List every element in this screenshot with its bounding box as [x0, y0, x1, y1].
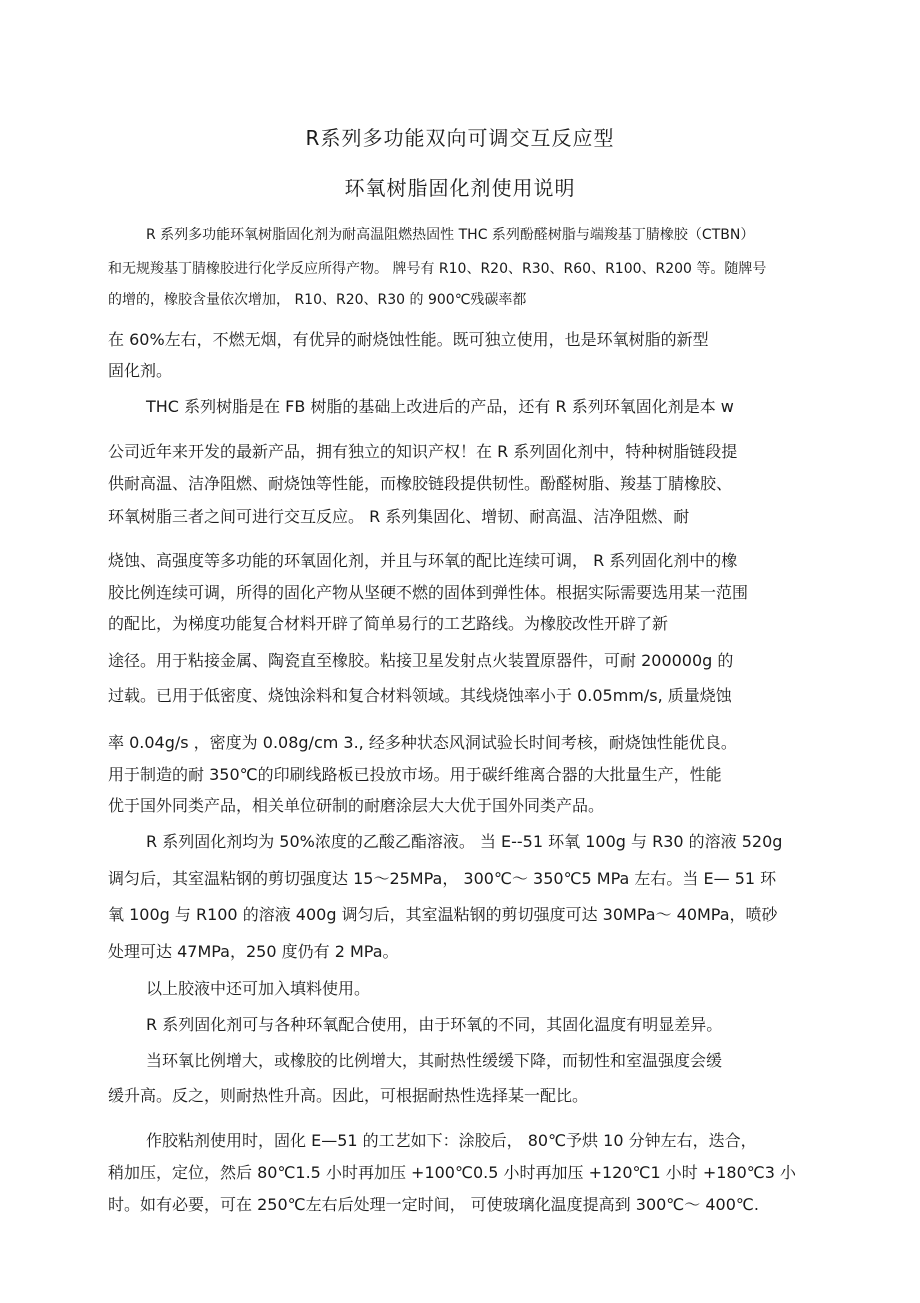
paragraph-line: THC 系列树脂是在 FB 树脂的基础上改进后的产品，还有 R 系列环氧固化剂是本 w — [146, 397, 734, 416]
paragraph-line: 调匀后，其室温粘钢的剪切强度达 15～25MPa， 300℃～ 350℃5 MPa 左右。当 E— 51 环 — [108, 869, 777, 888]
paragraph-line: 的配比，为梯度功能复合材料开辟了简单易行的工艺路线。为橡胶改性开辟了新 — [108, 614, 669, 633]
paragraph-line: 的增的，橡胶含量依次增加， R10、R20、R30 的 900℃残碳率都 — [108, 292, 527, 308]
paragraph-line: 环氧树脂三者之间可进行交互反应。 R 系列集固化、增韧、耐高温、洁净阻燃、耐 — [108, 507, 690, 526]
paragraph-line: 和无规羧基丁腈橡胶进行化学反应所得产物。 牌号有 R10、R20、R30、R60、R100、R200 等。随牌号 — [108, 261, 767, 277]
paragraph-line: 率 0.04g/s ，密度为 0.08g/cm 3., 经多种状态风洞试验长时间考核，耐烧蚀性能优良。 — [108, 733, 737, 752]
paragraph-line: 烧蚀、高强度等多功能的环氧固化剂，并且与环氧的配比连续可调， R 系列固化剂中的橡 — [108, 551, 738, 570]
doc-title-line-1: R系列多功能双向可调交互反应型 — [305, 126, 615, 150]
paragraph-line: R 系列固化剂可与各种环氧配合使用，由于环氧的不同，其固化温度有明显差异。 — [146, 1015, 723, 1034]
doc-title-line-2: 环氧树脂固化剂使用说明 — [344, 176, 576, 200]
paragraph-line: 优于国外同类产品，相关单位研制的耐磨涂层大大优于国外同类产品。 — [108, 796, 605, 815]
paragraph-line: 在 60%左右，不燃无烟，有优异的耐烧蚀性能。既可独立使用，也是环氧树脂的新型 — [108, 330, 709, 349]
paragraph-line: 胶比例连续可调，所得的固化产物从坚硬不燃的固体到弹性体。根据实际需要选用某一范围 — [108, 583, 749, 602]
paragraph-line: 用于制造的耐 350℃的印刷线路板已投放市场。用于碳纤维离合器的大批量生产，性能 — [108, 765, 722, 784]
paragraph-line: 当环氧比例增大，或橡胶的比例增大，其耐热性缓缓下降，而韧性和室温强度会缓 — [146, 1051, 723, 1070]
paragraph-line: 固化剂。 — [108, 361, 173, 380]
paragraph-line: 途径。用于粘接金属、陶瓷直至橡胶。粘接卫星发射点火装置原器件，可耐 200000g 的 — [108, 651, 734, 670]
paragraph-line: 氧 100g 与 R100 的溶液 400g 调匀后，其室温粘钢的剪切强度可达 30MPa～ 40MPa，喷砂 — [108, 905, 778, 924]
paragraph-line: 以上胶液中还可加入填料使用。 — [146, 979, 371, 998]
paragraph-line: 缓升高。反之，则耐热性升高。因此，可根据耐热性选择某一配比。 — [108, 1086, 589, 1105]
paragraph-line: 作胶粘剂使用时，固化 E—51 的工艺如下：涂胶后， 80℃予烘 10 分钟左右，迭合， — [146, 1131, 757, 1150]
paragraph-line: 处理可达 47MPa，250 度仍有 2 MPa。 — [108, 942, 399, 961]
paragraph-line: 稍加压，定位，然后 80℃1.5 小时再加压 +100℃0.5 小时再加压 +120℃1 小时 +180℃3 小 — [108, 1163, 797, 1182]
paragraph-line: R 系列多功能环氧树脂固化剂为耐高温阻燃热固性 THC 系列酚醛树脂与端羧基丁腈橡胶（CTBN） — [146, 227, 755, 243]
paragraph-line: R 系列固化剂均为 50%浓度的乙酸乙酯溶液。 当 E--51 环氧 100g 与 R30 的溶液 520g — [146, 832, 783, 851]
paragraph-line: 过载。已用于低密度、烧蚀涂料和复合材料领域。其线烧蚀率小于 0.05mm/s, 质量烧蚀 — [108, 686, 732, 705]
paragraph-line: 公司近年来开发的最新产品，拥有独立的知识产权！在 R 系列固化剂中，特种树脂链段提 — [108, 442, 738, 461]
paragraph-line: 时。如有必要，可在 250℃左右后处理一定时间， 可使玻璃化温度提高到 300℃～ 400℃. — [108, 1195, 759, 1214]
paragraph-line: 供耐高温、洁净阻燃、耐烧蚀等性能，而橡胶链段提供韧性。酚醛树脂、羧基丁腈橡胶、 — [108, 474, 733, 493]
